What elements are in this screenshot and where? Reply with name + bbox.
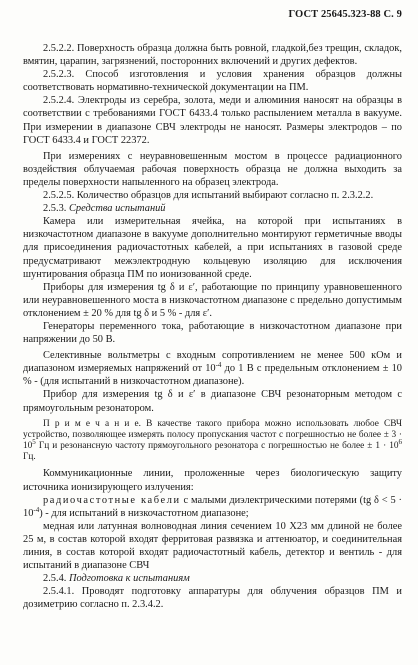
note-paragraph: П р и м е ч а н и е. В качестве такого прибора можно использовать любое СВЧ устройство, позволяющее измерять полосу пропускания частот с погрешностью не более ± $3 \cdot 10^5$ Гц и резонансную частоту прямоугольного резонатора с погрешностью не более ± $1 \cdot 10^6$ Гц. bbox=[23, 418, 403, 463]
section-title: Подготовка к испытаниям bbox=[69, 573, 190, 585]
section-number: 2.5.3. bbox=[43, 203, 67, 215]
paragraph-generators: Генераторы переменного тока, работающие в низкочастотном диапазоне при напряжении до 50 В. bbox=[23, 320, 402, 346]
paragraph-chamber: Камера или измерительная ячейка, на которой при испытаниях в низкочастотном диапазоне в вакууме дополнительно монтируют герметичные вводы для присоединения радиочастотных кабелей, а при испытаниях в газовой среде предусматривают межэлектродную кольцевую изоляцию для исключения шунтирования образца ПМ по ионизованной среде. bbox=[23, 216, 402, 280]
paragraph-2-5-4-1: 2.5.4.1. Проводят подготовку аппаратуры для облучения образцов ПМ и дозиметрию согласно п. 2.3.4.2. bbox=[23, 586, 402, 611]
paragraph-bridge-measurement: При измерениях с неуравновешенным мостом в процессе радиационного воздействия облучаемая рабочая поверхность образца не должна выходить за пределы поверхности напыленного на образец электрода. bbox=[23, 150, 402, 188]
section-heading-2-5-3 bbox=[23, 202, 402, 215]
paragraph-2-5-2-2: 2.5.2.2. Поверхность образца должна быть ровной, гладкой,без трещин, складок, вмятин, царапин, загрязнений, посторонних включений и других дефектов. bbox=[23, 43, 402, 68]
paragraph-2-5-2-4: 2.5.2.4. Электроды из серебра, золота, меди и алюминия наносят на образцы в соответствии с требованиями ГОСТ 6433.4 только распылением металла в вакууме. При измерении в диапазоне СВЧ электроды не наносят. Размеры электродов – по ГОСТ 6433.4 и ГОСТ 22372. bbox=[23, 95, 402, 146]
paragraph-voltmeters: Селективные вольтметры с входным сопротивлением не менее 500 кОм и диапазоном измеряемых напряжений от $10^{-4}$ до 1 В с предельным отклонением ± 10 % - (для испытаний в низкочастотном диапазоне). bbox=[23, 350, 402, 388]
section-title: Средства испытаний bbox=[69, 203, 166, 215]
page-header: ГОСТ 25645.323-88 С. 9 bbox=[288, 9, 402, 20]
paragraph-2-5-2-5: 2.5.2.5. Количество образцов для испытаний выбирают согласно п. 2.3.2.2. bbox=[43, 190, 374, 202]
paragraph-microwave-device: Прибор для измерения tg δ и ε′ в диапазоне СВЧ резонаторным методом с прямоугольным резонатором. bbox=[23, 389, 402, 414]
section-heading-2-5-4 bbox=[23, 572, 402, 585]
paragraph-tgd-devices: Приборы для измерения tg δ и ε′, работающие по принципу уравновешенного или неуравновешенного моста в низкочастотном диапазоне с предельно допустимым отклонением ± 20 % для tg δ и 5 % - для ε′. bbox=[23, 281, 402, 319]
paragraph-waveguide: медная или латунная волноводная линия сечением 10 X23 мм длиной не более 25 м, в состав которой входят ферритовая развязка и аттенюатор, и соединительная линия, в состав которой входят радиочастотный кабель, детектор и вентиль - для испытаний в диапазоне СВЧ bbox=[23, 520, 402, 572]
paragraph-2-5-2-3: 2.5.2.3. Способ изготовления и условия хранения образцов должны соответствовать нормативно-технической документации на ПМ. bbox=[23, 69, 402, 94]
paragraph-communication-lines: Коммуникационные линии, проложенные через биологическую защиту источника ионизирующего излучения: bbox=[23, 468, 402, 493]
paragraph-rf-cables: радиочастотные кабели с малыми диэлектрическими потерями (tg $\delta < 5 \cdot 10^{-4}$) - для испытаний в низкочастотном диапазоне; bbox=[23, 494, 402, 519]
page-body bbox=[23, 42, 402, 611]
section-number: 2.5.4. bbox=[43, 573, 67, 585]
note-label: П р и м е ч а н и е. bbox=[43, 418, 141, 429]
